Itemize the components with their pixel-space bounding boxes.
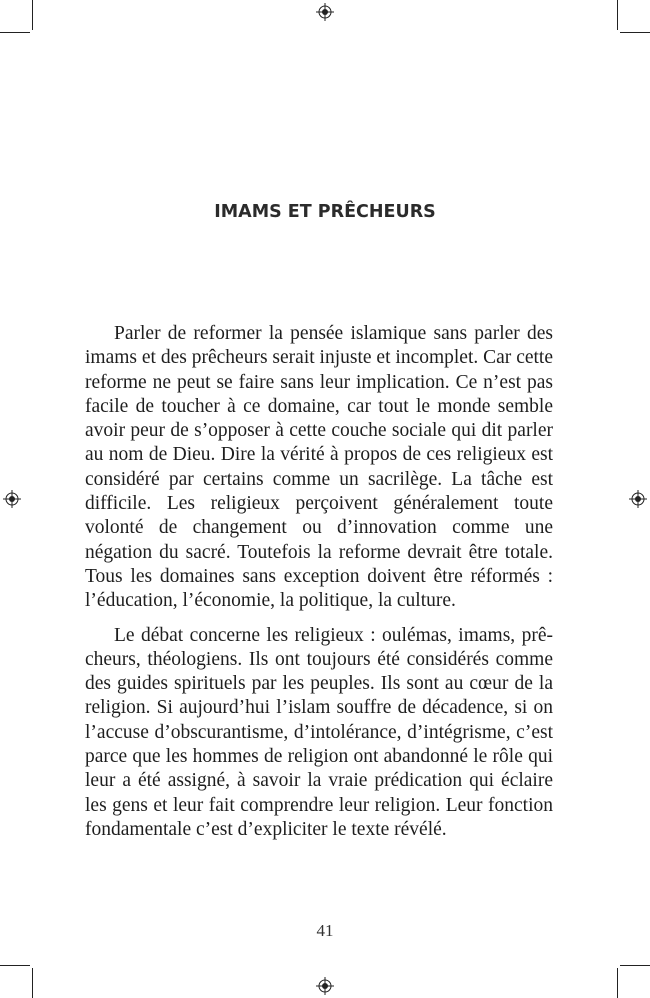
crop-mark-bottom-left-horizontal: [0, 965, 30, 966]
page-number: 41: [316, 921, 334, 940]
crop-mark-top-left-horizontal: [0, 32, 30, 33]
registration-mark-icon: [316, 977, 334, 995]
crop-mark-top-left: [32, 0, 33, 30]
paragraph: Le débat concerne les religieux : oulémas, imams, prêcheurs, théologiens. Ils ont toujours été considérés comme des guides spirituels par les peuples. Ils sont au cœur de la religion. Si aujourd’hui l’islam souffre de décadence, si on l’accuse d’obscurantisme, d’intolérance, d’intégrisme, c’est parce que les hommes de religion ont abandonné le rôle qui leur a été assigné, à savoir la vraie prédication qui éclaire les gens et leur fait comprendre leur religion. Leur fonction fondamentale c’est d’expliciter le texte révélé.: [85, 624, 553, 840]
paragraph: Parler de reformer la pensée islamique sans parler des imams et des prêcheurs serait injuste et incomplet. Car cette reforme ne peut se faire sans leur implication. Ce n’est pas facile de toucher à ce domaine, car tout le monde semble avoir peur de s’opposer à cette couche sociale qui dit parler au nom de Dieu. Dire la vérité à propos de ces religieux est considéré par certains comme un sacrilège. La tâche est difficile. Les religieux perçoivent généralement toute volonté de changement ou d’innovation comme une négation du sacré. Toutefois la reforme devrait être totale. Tous les domaines sans exception doivent être réformés : l’éducation, l’économie, la politique, la culture.: [85, 323, 553, 612]
crop-mark-bottom-left: [32, 968, 33, 998]
body-text: [85, 322, 553, 842]
registration-mark-icon: [629, 490, 647, 508]
crop-mark-top-right-horizontal: [620, 32, 650, 33]
crop-mark-top-right: [617, 0, 618, 30]
crop-mark-bottom-right-horizontal: [620, 965, 650, 966]
chapter-title: IMAMS ET PRÊCHEURS: [214, 202, 436, 222]
registration-mark-icon: [3, 490, 21, 508]
registration-mark-icon: [316, 3, 334, 21]
crop-mark-bottom-right: [617, 968, 618, 998]
